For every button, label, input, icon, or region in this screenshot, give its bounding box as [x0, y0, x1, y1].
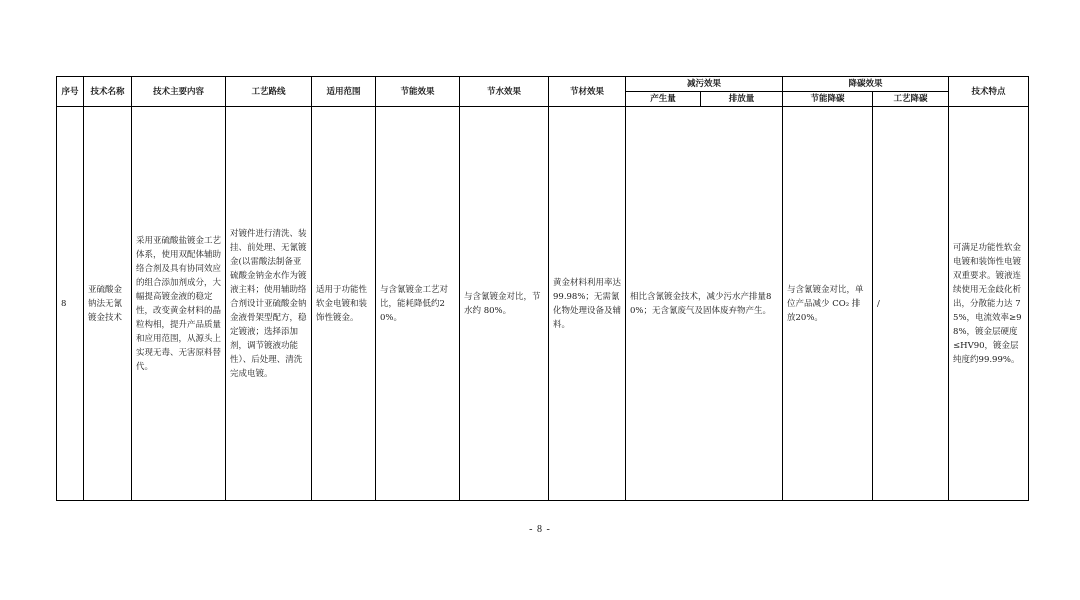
- page-number: - 8 -: [529, 524, 551, 535]
- header-carbon-energy: 节能降碳: [783, 92, 873, 107]
- cell-route: 对镀件进行清洗、装挂、前处理、无氰镀金(以雷酸法制备亚硫酸金钠金水作为镀液主料；使用辅助络合剂设计亚硫酸金钠金液骨架型配方，稳定镀液；选择添加剂，调节镀液功能性）、后处理、清洗完成电镀。: [226, 107, 312, 501]
- header-route: 工艺路线: [226, 77, 312, 107]
- header-features: 技术特点: [949, 77, 1029, 107]
- header-material: 节材效果: [549, 77, 626, 107]
- header-carbon-process: 工艺降碳: [873, 92, 949, 107]
- header-name: 技术名称: [84, 77, 132, 107]
- header-pollution-produce: 产生量: [626, 92, 701, 107]
- cell-pollution: 相比含氰镀金技术，减少污水产排量80%；无含氰废气及固体废弃物产生。: [626, 107, 783, 501]
- technology-table: [56, 76, 1029, 501]
- header-pollution-discharge: 排放量: [701, 92, 783, 107]
- cell-carbon-process: /: [873, 107, 949, 501]
- cell-material: 黄金材料利用率达 99.98%；无需氰化物处理设备及辅料。: [549, 107, 626, 501]
- cell-seq: 8: [57, 107, 84, 501]
- cell-name: 亚硫酸金钠法无氰镀金技术: [84, 107, 132, 501]
- header-content: 技术主要内容: [132, 77, 226, 107]
- cell-carbon-energy: 与含氰镀金对比，单位产品减少 CO₂ 排放20%。: [783, 107, 873, 501]
- cell-features: 可满足功能性软金电镀和装饰性电镀双重要求。镀液连续使用无金歧化析出，分散能力达 75%，电流效率≥98%，镀金层硬度≤HV90，镀金层纯度约99.99%。: [949, 107, 1029, 501]
- cell-energy: 与含氰镀金工艺对比，能耗降低约20%。: [376, 107, 460, 501]
- header-energy: 节能效果: [376, 77, 460, 107]
- cell-content: 采用亚硫酸盐镀金工艺体系，使用双配体辅助络合剂及具有协同效应的组合添加剂成分，大幅提高镀金液的稳定性，改变黄金材料的晶粒构相，提升产品质量和应用范围，从源头上实现无毒、无害原料替代。: [132, 107, 226, 501]
- header-water: 节水效果: [460, 77, 549, 107]
- table-row: [57, 107, 1029, 501]
- header-seq: 序号: [57, 77, 84, 107]
- cell-water: 与含氰镀金对比，节水约 80%。: [460, 107, 549, 501]
- header-pollution: 减污效果: [626, 77, 783, 92]
- cell-scope: 适用于功能性软金电镀和装饰性镀金。: [312, 107, 376, 501]
- header-scope: 适用范围: [312, 77, 376, 107]
- header-carbon: 降碳效果: [783, 77, 949, 92]
